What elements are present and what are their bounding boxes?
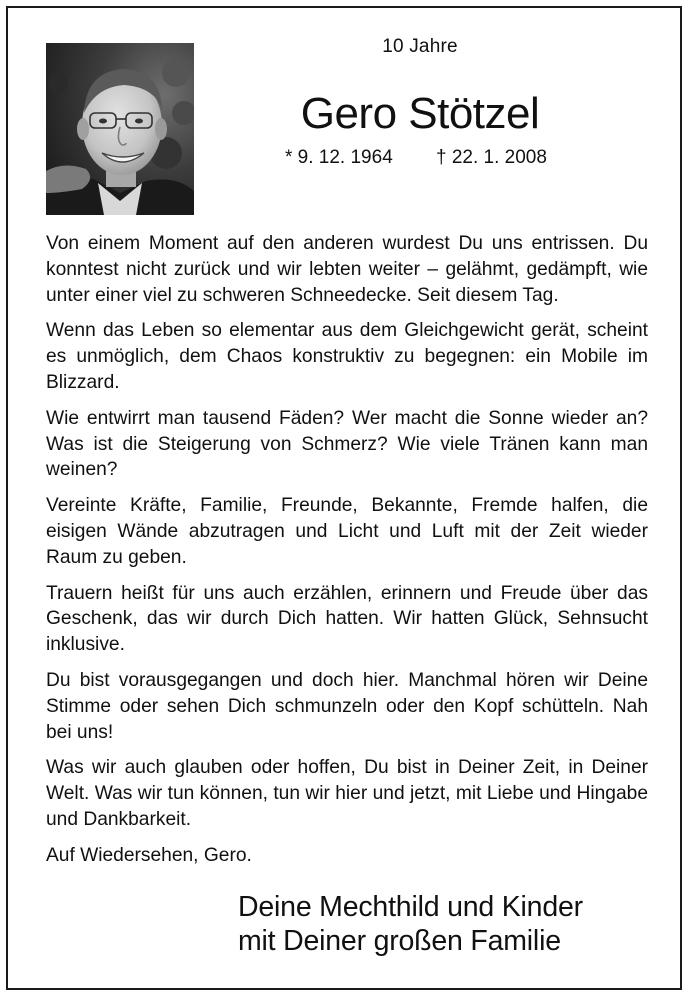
portrait-photo: [46, 43, 194, 215]
memorial-paragraph: Wie entwirrt man tausend Fäden? Wer macht die Sonne wieder an? Was ist die Steigerung von Schmerz? Wie viele Tränen kann man weinen?: [46, 407, 648, 481]
farewell-line: Auf Wiedersehen, Gero.: [46, 844, 252, 866]
anniversary-label: 10 Jahre: [382, 36, 458, 57]
memorial-paragraph: Wenn das Leben so elementar aus dem Gleichgewicht gerät, scheint es unmöglich, dem Chaos konstruktiv zu begegnen: ein Mobile im Blizzard.: [46, 320, 648, 393]
memorial-paragraph: Von einem Moment auf den anderen wurdest Du uns entrissen. Du konntest nicht zurück und wir lebten weiter – gelähmt, gedämpft, wie unter einer viel zu schweren Schneedecke. Seit diesem Tag.: [46, 233, 648, 306]
memorial-paragraph: Was wir auch glauben oder hoffen, Du bist in Deiner Zeit, in Deiner Welt. Was wir tun können, tun wir hier und jetzt, mit Liebe und Hingabe und Dankbarkeit.: [46, 757, 648, 830]
birth-date: * 9. 12. 1964: [285, 147, 393, 168]
deceased-name: Gero Stötzel: [300, 89, 540, 138]
memorial-text: [46, 231, 648, 869]
signature-line-1: Deine Mechthild und Kinder: [238, 891, 583, 923]
memorial-paragraph: Du bist vorausgegangen und doch hier. Manchmal hören wir Deine Stimme oder sehen Dich schmunzeln oder den Kopf schütteln. Nah bei uns!: [46, 669, 648, 743]
portrait-photo-icon: [46, 43, 194, 215]
signature-block: [238, 890, 668, 958]
memorial-paragraph: Trauern heißt für uns auch erzählen, erinnern und Freude über das Geschenk, das wir durch Dich hatten. Wir hatten Glück, Sehnsucht inklusive.: [46, 582, 648, 656]
signature-line-2: mit Deiner großen Familie: [238, 925, 561, 957]
death-date: † 22. 1. 2008: [436, 147, 547, 168]
memorial-paragraph: Vereinte Kräfte, Familie, Freunde, Bekannte, Fremde halfen, die eisigen Wände abzutragen und Licht und Luft mit der Zeit wieder Raum zu geben.: [46, 495, 648, 568]
